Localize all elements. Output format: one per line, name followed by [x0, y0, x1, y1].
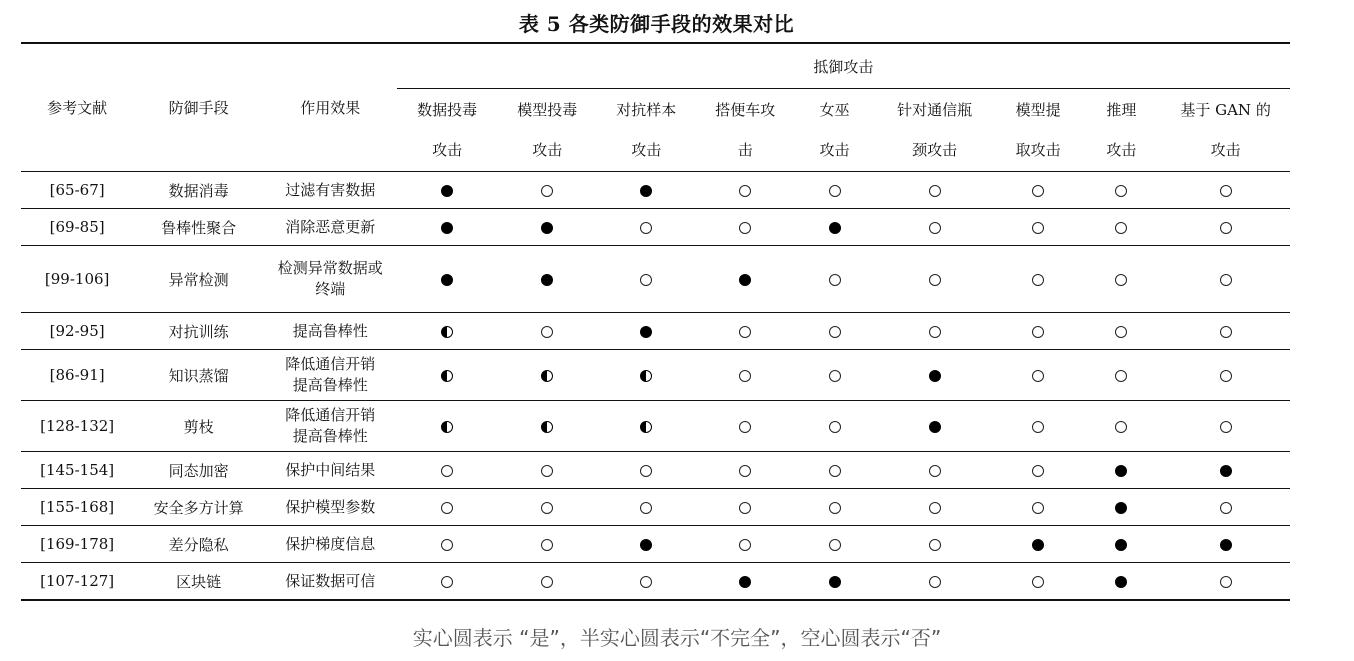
- empty-circle-icon: [441, 502, 453, 514]
- empty-circle-icon: [1220, 370, 1232, 382]
- cell-attack-7: [995, 401, 1082, 452]
- header-row-group: [21, 43, 1290, 89]
- cell-attack-3: [597, 526, 696, 563]
- cell-attack-8: [1082, 563, 1162, 601]
- empty-circle-icon: [739, 421, 751, 433]
- empty-circle-icon: [1032, 326, 1044, 338]
- header-attack-line2: 攻击: [532, 141, 563, 159]
- cell-attack-1: [397, 350, 498, 401]
- cell-effect: [264, 526, 397, 563]
- empty-circle-icon: [1115, 274, 1127, 286]
- cell-attack-5: [795, 526, 875, 563]
- empty-circle-icon: [1032, 185, 1044, 197]
- cell-attack-6: [874, 401, 994, 452]
- filled-circle-icon: [829, 222, 841, 234]
- cell-attack-1: [397, 172, 498, 209]
- empty-circle-icon: [929, 539, 941, 551]
- cell-ref: [86-91]: [21, 350, 133, 401]
- header-attack-3: [597, 89, 696, 172]
- filled-circle-icon: [640, 185, 652, 197]
- cell-attack-2: [498, 209, 597, 246]
- legend-caption: 实心圆表示 “是”，半实心圆表示“不完全”，空心圆表示“否”: [412, 626, 942, 650]
- cell-attack-9: [1161, 246, 1290, 313]
- empty-circle-icon: [1032, 502, 1044, 514]
- cell-attack-6: [874, 350, 994, 401]
- empty-circle-icon: [1220, 222, 1232, 234]
- cell-attack-6: [874, 209, 994, 246]
- cell-attack-1: [397, 246, 498, 313]
- empty-circle-icon: [640, 274, 652, 286]
- header-attack-group: 抵御攻击: [397, 43, 1290, 89]
- table-body: [21, 172, 1290, 601]
- empty-circle-icon: [541, 465, 553, 477]
- header-attack-line1: 模型提: [1015, 101, 1061, 119]
- cell-attack-1: [397, 209, 498, 246]
- header-attack-4: [696, 89, 795, 172]
- cell-attack-5: [795, 489, 875, 526]
- cell-defense: 同态加密: [133, 452, 264, 489]
- cell-attack-9: [1161, 526, 1290, 563]
- cell-defense: 鲁棒性聚合: [133, 209, 264, 246]
- cell-attack-7: [995, 489, 1082, 526]
- cell-attack-3: [597, 209, 696, 246]
- empty-circle-icon: [1115, 421, 1127, 433]
- cell-attack-7: [995, 452, 1082, 489]
- cell-attack-3: [597, 246, 696, 313]
- empty-circle-icon: [929, 274, 941, 286]
- cell-attack-5: [795, 172, 875, 209]
- empty-circle-icon: [739, 465, 751, 477]
- cell-attack-4: [696, 313, 795, 350]
- filled-circle-icon: [1115, 539, 1127, 551]
- filled-circle-icon: [541, 274, 553, 286]
- comparison-table-container: [21, 42, 1290, 601]
- empty-circle-icon: [1032, 370, 1044, 382]
- cell-attack-9: [1161, 401, 1290, 452]
- cell-attack-3: [597, 172, 696, 209]
- cell-attack-3: [597, 489, 696, 526]
- filled-circle-icon: [640, 326, 652, 338]
- cell-attack-2: [498, 313, 597, 350]
- header-attack-line1: 对抗样本: [616, 101, 677, 119]
- filled-circle-icon: [1220, 539, 1232, 551]
- empty-circle-icon: [1032, 274, 1044, 286]
- cell-ref: [169-178]: [21, 526, 133, 563]
- filled-circle-icon: [929, 421, 941, 433]
- cell-attack-5: [795, 350, 875, 401]
- header-attack-5: [795, 89, 875, 172]
- cell-effect: [264, 350, 397, 401]
- cell-attack-7: [995, 209, 1082, 246]
- cell-attack-9: [1161, 350, 1290, 401]
- filled-circle-icon: [829, 576, 841, 588]
- cell-defense: 区块链: [133, 563, 264, 601]
- empty-circle-icon: [739, 539, 751, 551]
- cell-attack-9: [1161, 313, 1290, 350]
- half-filled-circle-icon: [640, 421, 652, 433]
- empty-circle-icon: [640, 502, 652, 514]
- cell-attack-4: [696, 489, 795, 526]
- cell-attack-5: [795, 313, 875, 350]
- cell-attack-6: [874, 563, 994, 601]
- cell-attack-7: [995, 246, 1082, 313]
- header-attack-line1: 推理: [1106, 101, 1137, 119]
- cell-ref: [69-85]: [21, 209, 133, 246]
- table-row: [21, 246, 1290, 313]
- cell-effect: [264, 172, 397, 209]
- empty-circle-icon: [1220, 502, 1232, 514]
- effect-line: 消除恶意更新: [285, 217, 376, 236]
- header-attack-8: [1082, 89, 1162, 172]
- filled-circle-icon: [1115, 502, 1127, 514]
- empty-circle-icon: [929, 502, 941, 514]
- cell-ref: [92-95]: [21, 313, 133, 350]
- cell-attack-4: [696, 401, 795, 452]
- cell-defense: 安全多方计算: [133, 489, 264, 526]
- cell-attack-9: [1161, 489, 1290, 526]
- empty-circle-icon: [929, 222, 941, 234]
- header-attack-line2: 击: [737, 141, 753, 159]
- table-row: [21, 563, 1290, 601]
- empty-circle-icon: [929, 576, 941, 588]
- cell-attack-8: [1082, 452, 1162, 489]
- empty-circle-icon: [1032, 421, 1044, 433]
- cell-attack-4: [696, 452, 795, 489]
- filled-circle-icon: [739, 576, 751, 588]
- cell-ref: [145-154]: [21, 452, 133, 489]
- empty-circle-icon: [829, 539, 841, 551]
- empty-circle-icon: [541, 326, 553, 338]
- empty-circle-icon: [1032, 465, 1044, 477]
- header-attack-line1: 模型投毒: [517, 101, 578, 119]
- effect-line: 检测异常数据或: [277, 259, 383, 277]
- cell-attack-6: [874, 526, 994, 563]
- table-header: [21, 43, 1290, 172]
- empty-circle-icon: [829, 370, 841, 382]
- half-filled-circle-icon: [441, 326, 453, 338]
- cell-ref: [107-127]: [21, 563, 133, 601]
- empty-circle-icon: [640, 222, 652, 234]
- empty-circle-icon: [1220, 274, 1232, 286]
- cell-attack-8: [1082, 313, 1162, 350]
- header-attack-line2: 攻击: [432, 141, 463, 159]
- empty-circle-icon: [441, 465, 453, 477]
- half-filled-circle-icon: [441, 370, 453, 382]
- cell-attack-4: [696, 526, 795, 563]
- cell-ref: [155-168]: [21, 489, 133, 526]
- effect-line: 提高鲁棒性: [292, 321, 368, 340]
- empty-circle-icon: [1115, 326, 1127, 338]
- cell-effect: [264, 401, 397, 452]
- effect-line: 过滤有害数据: [285, 180, 376, 199]
- empty-circle-icon: [1115, 222, 1127, 234]
- empty-circle-icon: [739, 370, 751, 382]
- cell-attack-1: [397, 401, 498, 452]
- empty-circle-icon: [541, 576, 553, 588]
- header-attack-line1: 女巫: [819, 101, 850, 119]
- empty-circle-icon: [929, 185, 941, 197]
- effect-line: 保护模型参数: [285, 497, 376, 516]
- cell-attack-5: [795, 563, 875, 601]
- cell-attack-7: [995, 563, 1082, 601]
- empty-circle-icon: [541, 185, 553, 197]
- effect-line: 提高鲁棒性: [292, 376, 368, 394]
- table-row: [21, 489, 1290, 526]
- effect-line: 保护梯度信息: [285, 534, 376, 553]
- cell-attack-8: [1082, 246, 1162, 313]
- cell-attack-4: [696, 563, 795, 601]
- cell-ref: [65-67]: [21, 172, 133, 209]
- cell-effect: [264, 313, 397, 350]
- cell-attack-3: [597, 350, 696, 401]
- empty-circle-icon: [640, 576, 652, 588]
- cell-attack-2: [498, 563, 597, 601]
- effect-line: 提高鲁棒性: [292, 427, 368, 445]
- table-row: [21, 452, 1290, 489]
- cell-defense: 对抗训练: [133, 313, 264, 350]
- header-attack-1: [397, 89, 498, 172]
- cell-attack-2: [498, 526, 597, 563]
- cell-attack-5: [795, 246, 875, 313]
- header-attack-6: [874, 89, 994, 172]
- empty-circle-icon: [1220, 185, 1232, 197]
- header-attack-line2: 攻击: [1210, 141, 1241, 159]
- empty-circle-icon: [1032, 222, 1044, 234]
- empty-circle-icon: [1115, 185, 1127, 197]
- cell-attack-7: [995, 526, 1082, 563]
- half-filled-circle-icon: [541, 421, 553, 433]
- effect-line: 保证数据可信: [285, 571, 376, 590]
- table-row: [21, 172, 1290, 209]
- empty-circle-icon: [739, 185, 751, 197]
- empty-circle-icon: [739, 502, 751, 514]
- filled-circle-icon: [739, 274, 751, 286]
- cell-attack-9: [1161, 172, 1290, 209]
- table-row: [21, 350, 1290, 401]
- cell-attack-3: [597, 313, 696, 350]
- cell-attack-4: [696, 209, 795, 246]
- cell-attack-1: [397, 563, 498, 601]
- cell-attack-9: [1161, 563, 1290, 601]
- empty-circle-icon: [829, 465, 841, 477]
- empty-circle-icon: [1220, 576, 1232, 588]
- header-attack-line1: 搭便车攻: [715, 101, 776, 119]
- empty-circle-icon: [640, 465, 652, 477]
- cell-effect: [264, 452, 397, 489]
- header-attack-line2: 攻击: [631, 141, 662, 159]
- empty-circle-icon: [829, 274, 841, 286]
- empty-circle-icon: [739, 222, 751, 234]
- empty-circle-icon: [829, 326, 841, 338]
- cell-attack-6: [874, 452, 994, 489]
- header-attack-line1: 数据投毒: [417, 101, 478, 119]
- header-attack-line2: 攻击: [819, 141, 850, 159]
- cell-effect: [264, 563, 397, 601]
- effect-line: 终端: [315, 280, 346, 298]
- cell-defense: 知识蒸馏: [133, 350, 264, 401]
- cell-attack-8: [1082, 350, 1162, 401]
- table-row: [21, 313, 1290, 350]
- empty-circle-icon: [829, 421, 841, 433]
- cell-effect: [264, 489, 397, 526]
- cell-attack-3: [597, 563, 696, 601]
- cell-defense: 差分隐私: [133, 526, 264, 563]
- half-filled-circle-icon: [640, 370, 652, 382]
- cell-attack-1: [397, 489, 498, 526]
- cell-attack-1: [397, 452, 498, 489]
- cell-attack-5: [795, 452, 875, 489]
- header-attack-line1: 针对通信瓶: [897, 101, 973, 119]
- header-ref: 参考文献: [21, 43, 133, 172]
- filled-circle-icon: [1220, 465, 1232, 477]
- cell-attack-9: [1161, 209, 1290, 246]
- header-attack-2: [498, 89, 597, 172]
- empty-circle-icon: [929, 326, 941, 338]
- table-row: [21, 209, 1290, 246]
- cell-ref: [99-106]: [21, 246, 133, 313]
- cell-attack-2: [498, 350, 597, 401]
- cell-attack-1: [397, 313, 498, 350]
- half-filled-circle-icon: [541, 370, 553, 382]
- cell-attack-6: [874, 489, 994, 526]
- cell-attack-2: [498, 246, 597, 313]
- filled-circle-icon: [441, 274, 453, 286]
- cell-attack-5: [795, 209, 875, 246]
- cell-attack-6: [874, 313, 994, 350]
- header-attack-line1: 基于 GAN 的: [1180, 101, 1271, 119]
- cell-attack-2: [498, 172, 597, 209]
- cell-attack-6: [874, 246, 994, 313]
- effect-line: 降低通信开销: [285, 355, 376, 373]
- header-attack-line2: 颈攻击: [912, 141, 958, 159]
- table-title: 表 5 各类防御手段的效果对比: [518, 12, 795, 36]
- empty-circle-icon: [739, 326, 751, 338]
- empty-circle-icon: [929, 465, 941, 477]
- header-attack-line2: 攻击: [1106, 141, 1137, 159]
- cell-attack-7: [995, 172, 1082, 209]
- filled-circle-icon: [441, 185, 453, 197]
- cell-attack-3: [597, 452, 696, 489]
- cell-attack-4: [696, 172, 795, 209]
- cell-effect: [264, 209, 397, 246]
- empty-circle-icon: [1032, 576, 1044, 588]
- header-defense: 防御手段: [133, 43, 264, 172]
- filled-circle-icon: [541, 222, 553, 234]
- empty-circle-icon: [1220, 326, 1232, 338]
- effect-line: 降低通信开销: [285, 406, 376, 424]
- cell-attack-6: [874, 172, 994, 209]
- cell-defense: 数据消毒: [133, 172, 264, 209]
- table-row: [21, 401, 1290, 452]
- filled-circle-icon: [929, 370, 941, 382]
- empty-circle-icon: [1220, 421, 1232, 433]
- cell-attack-7: [995, 313, 1082, 350]
- cell-defense: 剪枝: [133, 401, 264, 452]
- cell-attack-2: [498, 401, 597, 452]
- defense-comparison-table: [21, 42, 1290, 601]
- cell-attack-4: [696, 350, 795, 401]
- cell-attack-9: [1161, 452, 1290, 489]
- empty-circle-icon: [441, 539, 453, 551]
- empty-circle-icon: [829, 502, 841, 514]
- cell-attack-1: [397, 526, 498, 563]
- cell-attack-2: [498, 489, 597, 526]
- cell-attack-3: [597, 401, 696, 452]
- cell-attack-8: [1082, 209, 1162, 246]
- header-attack-line2: 取攻击: [1015, 141, 1061, 159]
- effect-line: 保护中间结果: [285, 460, 376, 479]
- header-attack-9: [1161, 89, 1290, 172]
- empty-circle-icon: [441, 576, 453, 588]
- empty-circle-icon: [541, 502, 553, 514]
- cell-attack-7: [995, 350, 1082, 401]
- cell-attack-5: [795, 401, 875, 452]
- half-filled-circle-icon: [441, 421, 453, 433]
- empty-circle-icon: [541, 539, 553, 551]
- table-row: [21, 526, 1290, 563]
- empty-circle-icon: [829, 185, 841, 197]
- header-effect: 作用效果: [264, 43, 397, 172]
- cell-defense: 异常检测: [133, 246, 264, 313]
- cell-effect: [264, 246, 397, 313]
- filled-circle-icon: [1115, 576, 1127, 588]
- filled-circle-icon: [1115, 465, 1127, 477]
- cell-attack-4: [696, 246, 795, 313]
- filled-circle-icon: [640, 539, 652, 551]
- header-attack-7: [995, 89, 1082, 172]
- empty-circle-icon: [1115, 370, 1127, 382]
- cell-ref: [128-132]: [21, 401, 133, 452]
- cell-attack-8: [1082, 172, 1162, 209]
- filled-circle-icon: [1032, 539, 1044, 551]
- cell-attack-8: [1082, 489, 1162, 526]
- cell-attack-8: [1082, 401, 1162, 452]
- filled-circle-icon: [441, 222, 453, 234]
- cell-attack-8: [1082, 526, 1162, 563]
- cell-attack-2: [498, 452, 597, 489]
